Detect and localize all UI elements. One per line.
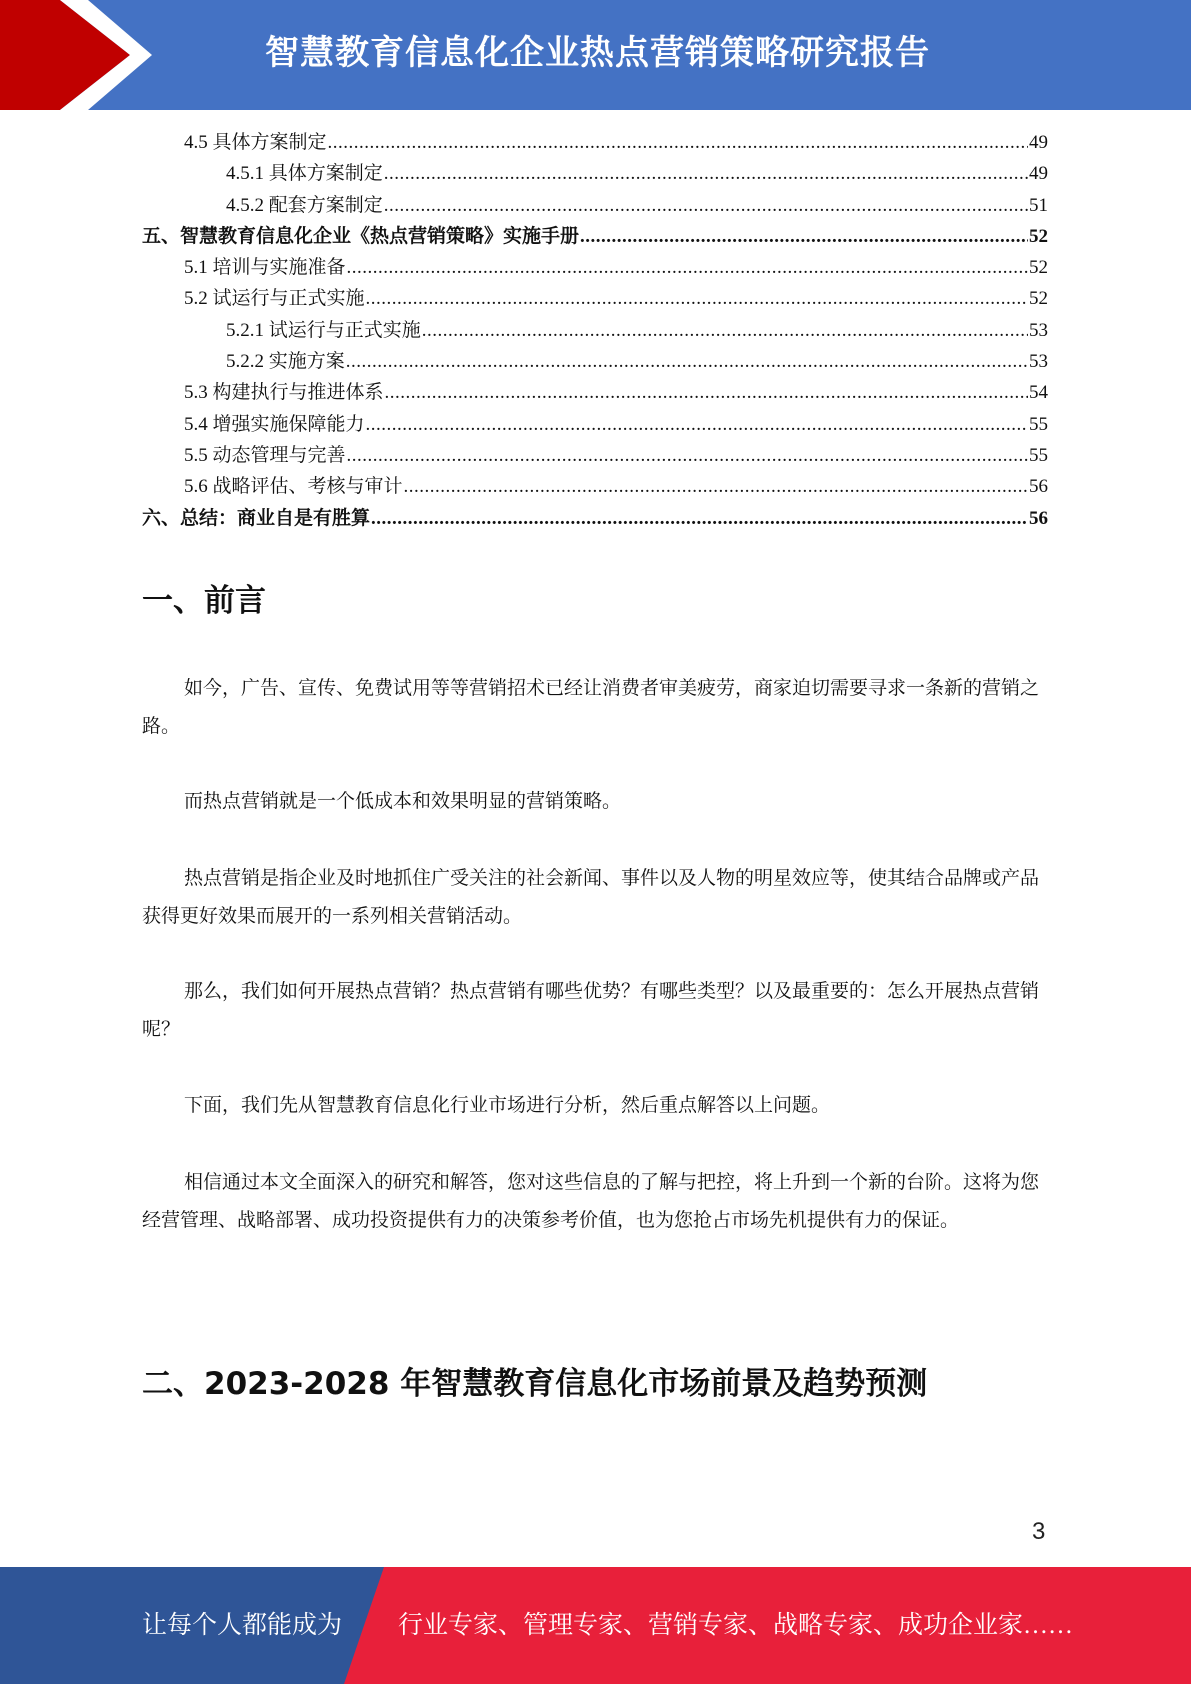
toc-entry-label: 5.3 构建执行与推进体系	[184, 382, 384, 404]
page-header	[0, 0, 1191, 110]
toc-leader-dots	[347, 445, 1028, 467]
toc-entry-label: 五、智慧教育信息化企业《热点营销策略》实施手册	[142, 225, 580, 247]
toc-leader-dots	[384, 163, 1028, 185]
paragraph: 下面，我们先从智慧教育信息化行业市场进行分析，然后重点解答以上问题。	[184, 1095, 831, 1116]
toc-leader-dots	[328, 132, 1028, 154]
toc-entry[interactable]	[142, 346, 1048, 377]
toc-leader-dots	[404, 476, 1028, 498]
footer-slogan-left: 让每个人都能成为	[142, 1612, 343, 1639]
toc-entry[interactable]	[142, 190, 1048, 221]
toc-entry[interactable]	[142, 377, 1048, 408]
toc-entry-page: 51	[1029, 194, 1048, 216]
toc-entry-page: 49	[1029, 163, 1048, 185]
toc-entry-label: 5.5 动态管理与完善	[184, 444, 346, 466]
toc-entry[interactable]	[142, 440, 1048, 471]
footer-slogan-right: 行业专家、管理专家、营销专家、战略专家、成功企业家……	[398, 1612, 1074, 1639]
toc-entry-label: 4.5.1 具体方案制定	[226, 163, 383, 185]
toc-entry-page: 55	[1029, 444, 1048, 466]
toc-entry-page: 53	[1029, 319, 1048, 341]
toc-entry-page: 56	[1029, 507, 1048, 529]
report-title: 智慧教育信息化企业热点营销策略研究报告	[265, 33, 930, 73]
toc-entry-label: 5.4 增强实施保障能力	[184, 413, 365, 435]
paragraph: 那么，我们如何开展热点营销？热点营销有哪些优势？有哪些类型？以及最重要的：怎么开展热点营销呢？	[142, 981, 1040, 1040]
paragraph: 热点营销是指企业及时地抓住广受关注的社会新闻、事件以及人物的明星效应等，使其结合品牌或产品获得更好效果而展开的一系列相关营销活动。	[142, 868, 1040, 927]
paragraph: 而热点营销就是一个低成本和效果明显的营销策略。	[184, 791, 622, 812]
toc-entry-label: 5.6 战略评估、考核与审计	[184, 476, 403, 498]
section-heading-market-forecast: 二、2023-2028 年智慧教育信息化市场前景及趋势预测	[142, 1366, 928, 1402]
page-number: 3	[1032, 1518, 1046, 1545]
toc-leader-dots	[366, 414, 1028, 436]
toc-leader-dots	[371, 508, 1028, 530]
toc-entry[interactable]	[142, 158, 1048, 189]
toc-entry-label: 5.2 试运行与正式实施	[184, 288, 365, 310]
page-footer	[0, 1567, 1191, 1684]
toc-leader-dots	[422, 320, 1028, 342]
toc-entry[interactable]	[142, 221, 1048, 252]
toc-entry-label: 5.2.1 试运行与正式实施	[226, 319, 421, 341]
toc-entry-label: 4.5.2 配套方案制定	[226, 194, 383, 216]
toc-entry[interactable]	[142, 127, 1048, 158]
toc-entry-page: 49	[1029, 132, 1048, 153]
toc-entry-page: 56	[1029, 476, 1048, 498]
toc-entry[interactable]	[142, 503, 1048, 534]
toc-leader-dots	[347, 257, 1028, 279]
toc-entry-label: 5.2.2 实施方案	[226, 351, 345, 373]
toc-entry-label: 5.1 培训与实施准备	[184, 257, 346, 279]
paragraph: 相信通过本文全面深入的研究和解答，您对这些信息的了解与把控，将上升到一个新的台阶。这将为您经营管理、战略部署、成功投资提供有力的决策参考价值，也为您抢占市场先机提供有力的保证。	[142, 1172, 1040, 1231]
toc-entry-page: 55	[1029, 413, 1048, 435]
toc-leader-dots	[385, 382, 1028, 404]
toc-entry-label: 六、总结：商业自是有胜算	[142, 507, 371, 529]
toc-entry[interactable]	[142, 471, 1048, 502]
toc-entry-page: 53	[1029, 351, 1048, 373]
toc-entry[interactable]	[142, 409, 1048, 440]
toc-entry-page: 54	[1029, 382, 1048, 404]
toc-entry-page: 52	[1029, 257, 1048, 279]
toc-entry-page: 52	[1029, 225, 1048, 247]
toc-entry[interactable]	[142, 252, 1048, 283]
toc-leader-dots	[346, 351, 1028, 373]
table-of-contents	[142, 127, 1048, 534]
toc-entry-label: 4.5 具体方案制定	[184, 132, 327, 153]
toc-leader-dots	[580, 226, 1028, 248]
toc-leader-dots	[384, 195, 1028, 217]
toc-entry-page: 52	[1029, 288, 1048, 310]
paragraph: 如今，广告、宣传、免费试用等等营销招术已经让消费者审美疲劳，商家迫切需要寻求一条新的营销之路。	[142, 678, 1040, 737]
toc-entry[interactable]	[142, 315, 1048, 346]
toc-entry[interactable]	[142, 283, 1048, 314]
toc-leader-dots	[366, 288, 1028, 310]
section-heading-preface: 一、前言	[142, 583, 266, 619]
